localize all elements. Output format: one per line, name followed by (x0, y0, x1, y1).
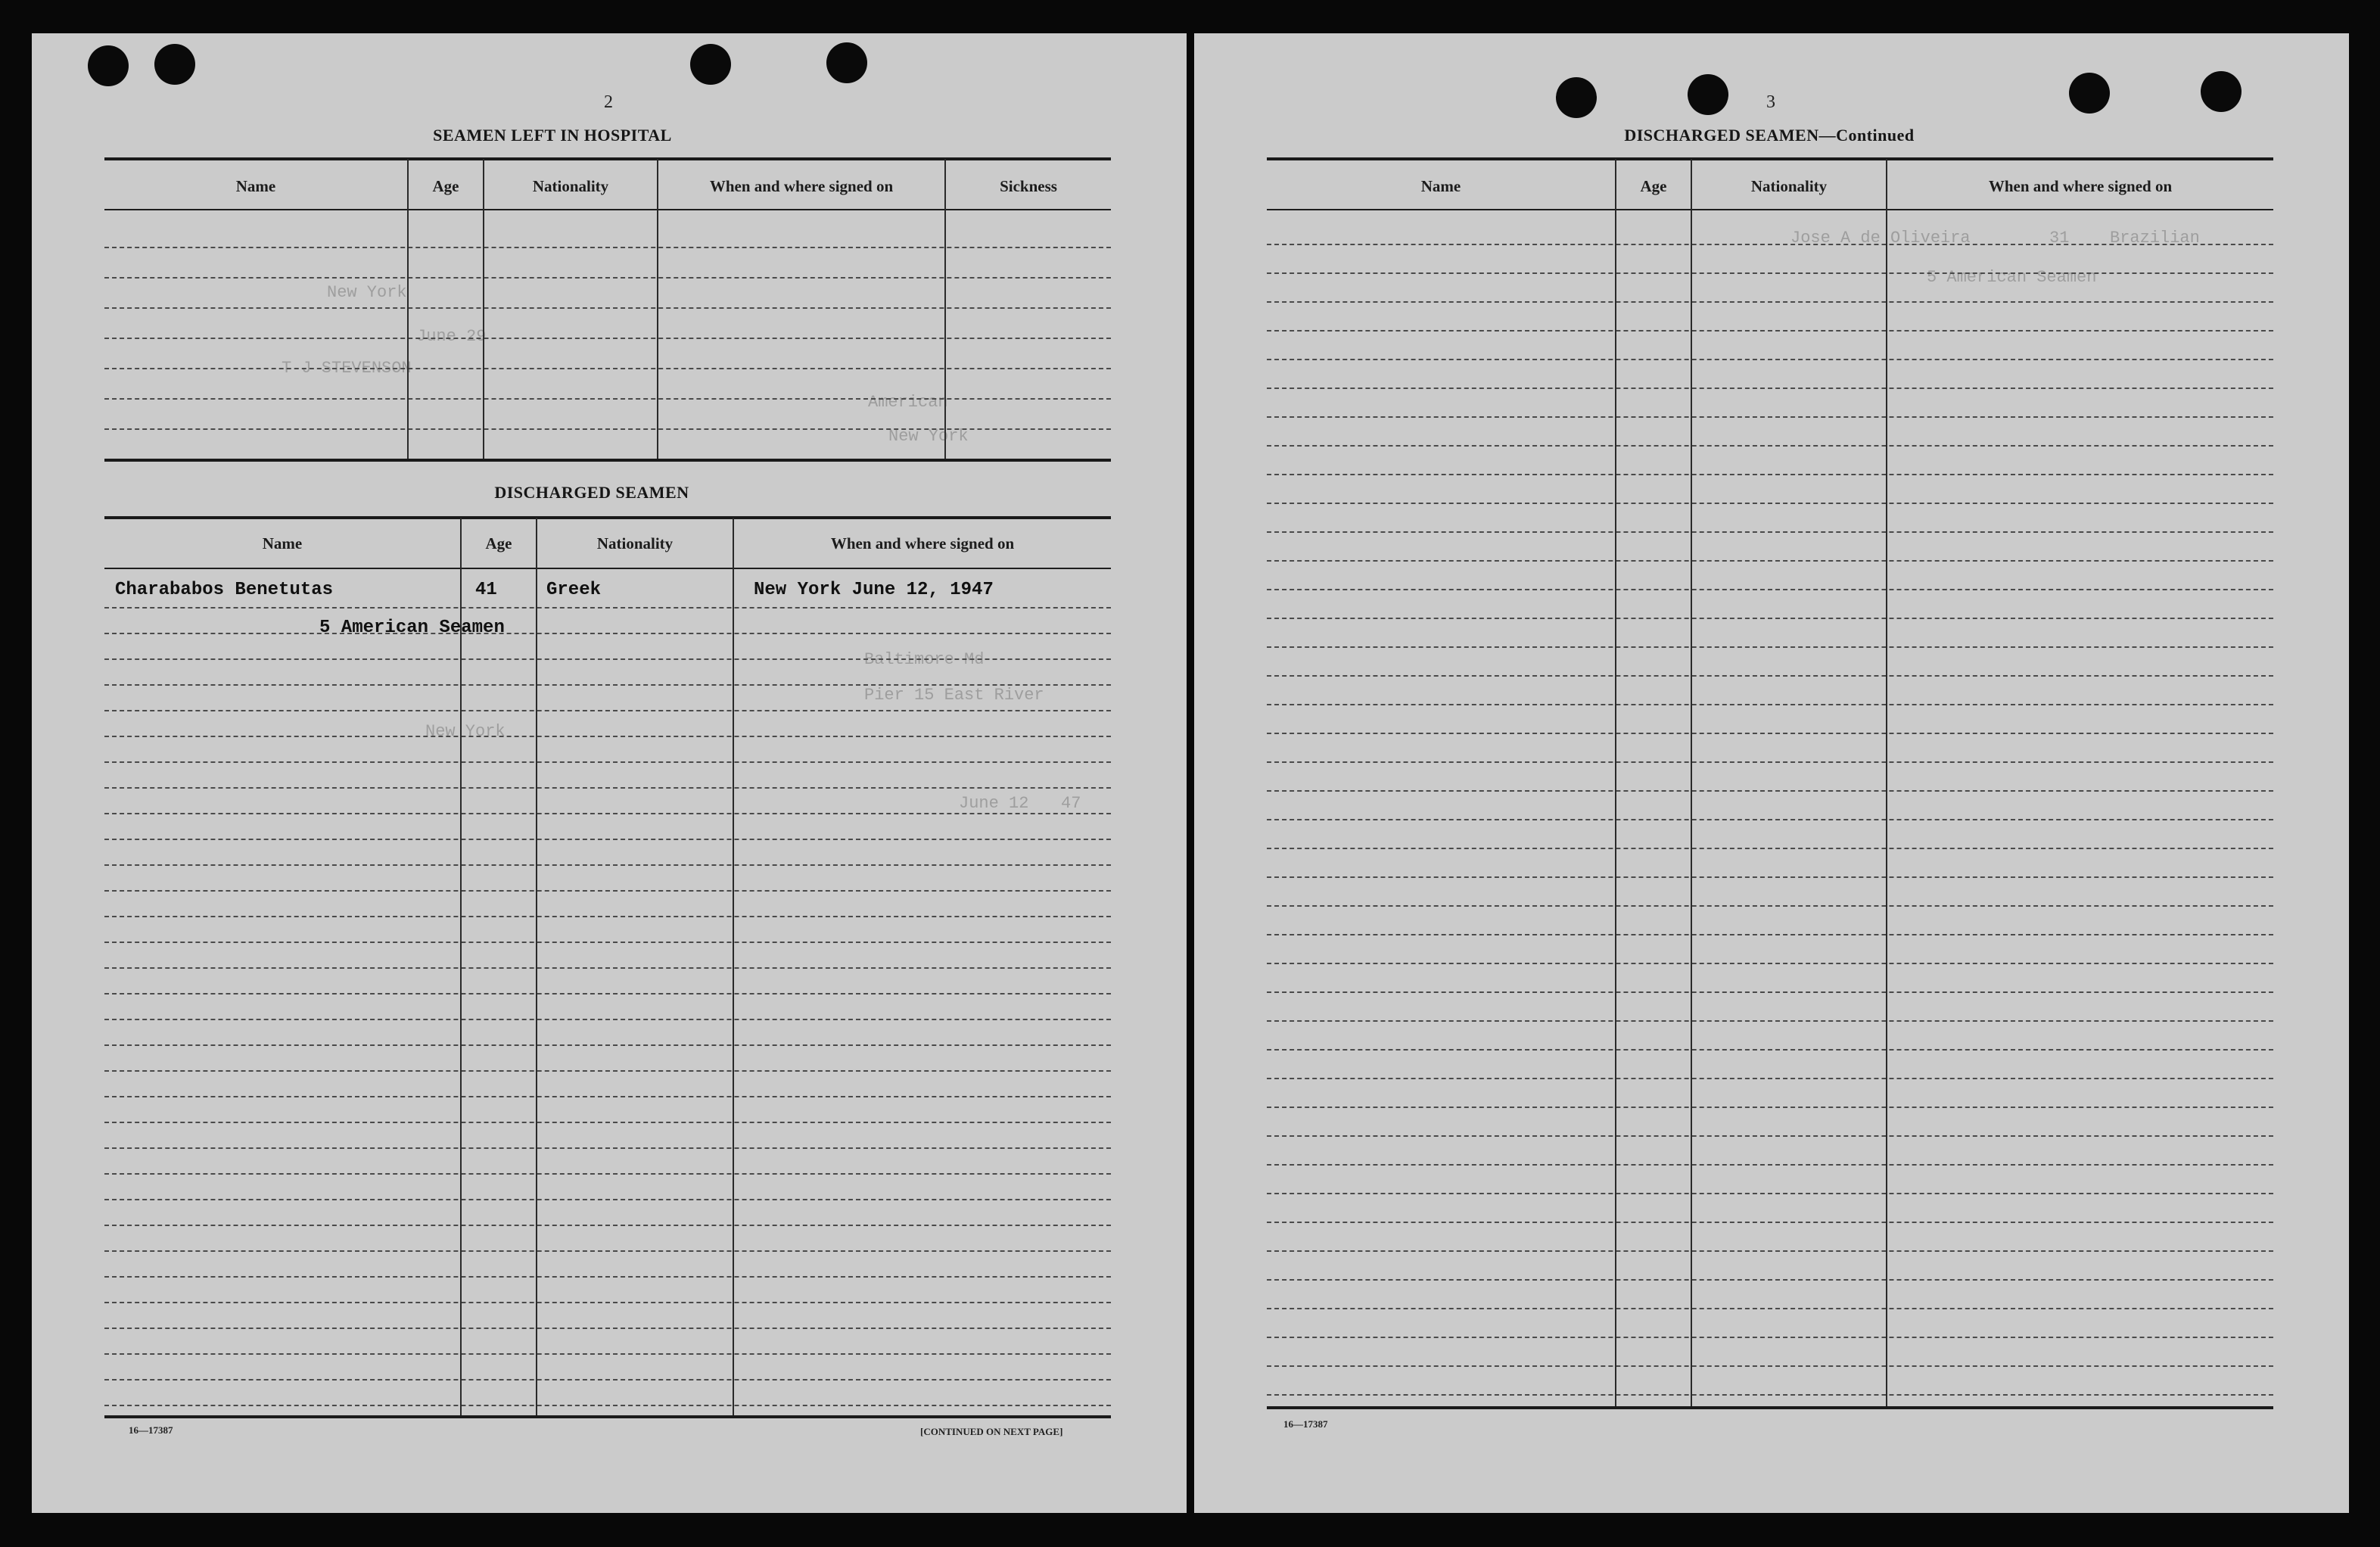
show-through-text: Pier 15 East River (864, 686, 1044, 705)
ruled-line (104, 1353, 1111, 1355)
ruled-line (1267, 560, 2273, 562)
continued-note: [CONTINUED ON NEXT PAGE] (920, 1426, 1063, 1437)
ruled-line (104, 787, 1111, 789)
table-top-rule (1267, 157, 2273, 160)
ruled-line (1267, 1135, 2273, 1137)
ruled-line (1267, 531, 2273, 533)
ruled-line (1267, 1394, 2273, 1396)
ruled-line (104, 428, 1111, 430)
ruled-line (1267, 1279, 2273, 1281)
table-bottom-rule (104, 459, 1111, 462)
ruled-line (104, 813, 1111, 814)
column-header-name: Name (1420, 177, 1461, 195)
ruled-line (1267, 991, 2273, 993)
page-number: 2 (604, 92, 613, 112)
ruled-line (104, 307, 1111, 309)
ruled-line (1267, 388, 2273, 389)
ruled-line (104, 398, 1111, 400)
column-divider (944, 159, 946, 459)
section-title (1588, 126, 1951, 145)
show-through-text: Baltimore Md (864, 650, 985, 669)
ruled-line (1267, 589, 2273, 590)
show-through-text: Jose A de Oliveira (1790, 229, 1971, 247)
show-through-text: American (868, 393, 948, 412)
show-through-text: 47 (1061, 794, 1081, 813)
ruled-line (1267, 416, 2273, 418)
punch-hole (1688, 74, 1728, 115)
ruled-line (104, 1302, 1111, 1303)
ruled-line (1267, 1164, 2273, 1166)
ruled-line (104, 864, 1111, 866)
column-header-name: Name (262, 534, 303, 552)
ruled-line (1267, 474, 2273, 475)
punch-hole (2069, 73, 2110, 114)
ruled-line (104, 1019, 1111, 1020)
ruled-line (104, 839, 1111, 840)
header-rule (1267, 209, 2273, 210)
column-header-age: Age (485, 534, 512, 552)
ruled-line (104, 1250, 1111, 1252)
page-number: 3 (1766, 92, 1775, 112)
ruled-line (104, 1147, 1111, 1149)
seaman-signed-on: New York June 12, 1947 (754, 580, 994, 600)
ruled-line (1267, 618, 2273, 619)
ruled-line (1267, 646, 2273, 648)
column-header-signed-on: When and where signed on (709, 177, 894, 195)
ruled-line (1267, 359, 2273, 360)
american-seamen-note: 5 American Seamen (319, 618, 505, 638)
ruled-line (104, 247, 1111, 248)
column-header-sickness: Sickness (1000, 177, 1057, 195)
ruled-line (104, 1405, 1111, 1406)
column-divider (733, 518, 734, 1415)
column-header-name: Name (235, 177, 276, 195)
ruled-line (1267, 503, 2273, 504)
punch-hole (2201, 71, 2242, 112)
ruled-line (104, 1070, 1111, 1072)
ruled-line (104, 1173, 1111, 1175)
column-divider (657, 159, 658, 459)
ruled-line (1267, 1107, 2273, 1108)
punch-hole (88, 45, 129, 86)
ruled-line (104, 633, 1111, 634)
column-header-age: Age (432, 177, 459, 195)
ruled-line (1267, 1308, 2273, 1309)
seaman-nationality: Greek (546, 580, 602, 600)
column-header-age: Age (1640, 177, 1667, 195)
ruled-line (1267, 445, 2273, 447)
column-header-signed-on: When and where signed on (830, 534, 1015, 552)
ruled-line (1267, 272, 2273, 274)
ruled-line (1267, 675, 2273, 677)
ruled-line (104, 993, 1111, 994)
ruled-line (1267, 1250, 2273, 1252)
column-divider (1886, 159, 1887, 1406)
table-top-rule (104, 157, 1111, 160)
show-through-text: Brazilian (2110, 229, 2200, 247)
punch-hole (826, 42, 867, 83)
column-header-nationality: Nationality (1750, 177, 1828, 195)
hospital-section-title: SEAMEN LEFT IN HOSPITAL (433, 126, 672, 145)
ruled-line (1267, 905, 2273, 907)
column-divider (407, 159, 409, 459)
column-header-signed-on: When and where signed on (1988, 177, 2173, 195)
column-divider (460, 518, 462, 1415)
column-divider (483, 159, 484, 459)
ruled-line (104, 1044, 1111, 1046)
ruled-line (1267, 1078, 2273, 1079)
section-title-suffix: —Continued (1818, 126, 1915, 145)
ruled-line (104, 368, 1111, 369)
ruled-line (104, 761, 1111, 763)
show-through-text: June 29 (416, 327, 487, 346)
show-through-text: New York (327, 283, 407, 302)
column-divider (1691, 159, 1692, 1406)
ruled-line (1267, 301, 2273, 303)
form-number: 16—17387 (129, 1424, 173, 1436)
header-rule (104, 209, 1111, 210)
form-number: 16—17387 (1283, 1418, 1328, 1430)
ruled-line (104, 967, 1111, 969)
ruled-line (104, 710, 1111, 711)
ruled-line (1267, 819, 2273, 820)
ruled-line (104, 658, 1111, 660)
ruled-line (104, 1276, 1111, 1278)
punch-hole (690, 44, 731, 85)
ruled-line (1267, 876, 2273, 878)
ruled-line (1267, 244, 2273, 245)
column-header-nationality: Nationality (596, 534, 674, 552)
column-divider (1615, 159, 1616, 1406)
ruled-line (104, 1122, 1111, 1123)
discharged-section-title: DISCHARGED SEAMEN (494, 483, 689, 502)
show-through-text: June 12 (959, 794, 1029, 813)
ruled-line (104, 1379, 1111, 1380)
ruled-line (1267, 761, 2273, 763)
ruled-line (1267, 1049, 2273, 1051)
section-title-main: DISCHARGED SEAMEN (1624, 126, 1819, 145)
show-through-text: 5 American Seamen (1927, 268, 2097, 287)
seaman-age: 41 (475, 580, 497, 600)
ruled-line (1267, 790, 2273, 792)
ruled-line (104, 338, 1111, 339)
ruled-line (104, 916, 1111, 917)
ruled-line (1267, 934, 2273, 935)
seaman-name: Charababos Benetutas (115, 580, 334, 600)
header-rule (104, 568, 1111, 569)
ruled-line (1267, 963, 2273, 964)
table-bottom-rule (104, 1415, 1111, 1418)
left-page (32, 33, 1187, 1513)
ruled-line (104, 890, 1111, 892)
show-through-text: 31 (2049, 229, 2070, 247)
punch-hole (154, 44, 195, 85)
ruled-line (104, 607, 1111, 609)
ruled-line (1267, 848, 2273, 849)
ruled-line (1267, 330, 2273, 332)
punch-hole (1556, 77, 1597, 118)
ruled-line (104, 1225, 1111, 1226)
ruled-line (1267, 1193, 2273, 1194)
ruled-line (1267, 1222, 2273, 1223)
ruled-line (104, 736, 1111, 737)
right-page (1194, 33, 2349, 1513)
ruled-line (104, 942, 1111, 943)
ruled-line (104, 1328, 1111, 1329)
ruled-line (1267, 704, 2273, 705)
ruled-line (104, 1199, 1111, 1200)
show-through-text: New York (888, 427, 969, 446)
ruled-line (104, 684, 1111, 686)
ruled-line (1267, 1020, 2273, 1022)
ruled-line (104, 277, 1111, 279)
column-divider (536, 518, 537, 1415)
ruled-line (104, 1096, 1111, 1097)
ruled-line (1267, 1337, 2273, 1338)
table-top-rule (104, 516, 1111, 519)
column-header-nationality: Nationality (532, 177, 609, 195)
show-through-text: T J STEVENSON (282, 359, 412, 378)
show-through-text: New York (425, 722, 506, 741)
ruled-line (1267, 733, 2273, 734)
table-bottom-rule (1267, 1406, 2273, 1409)
ruled-line (1267, 1365, 2273, 1367)
